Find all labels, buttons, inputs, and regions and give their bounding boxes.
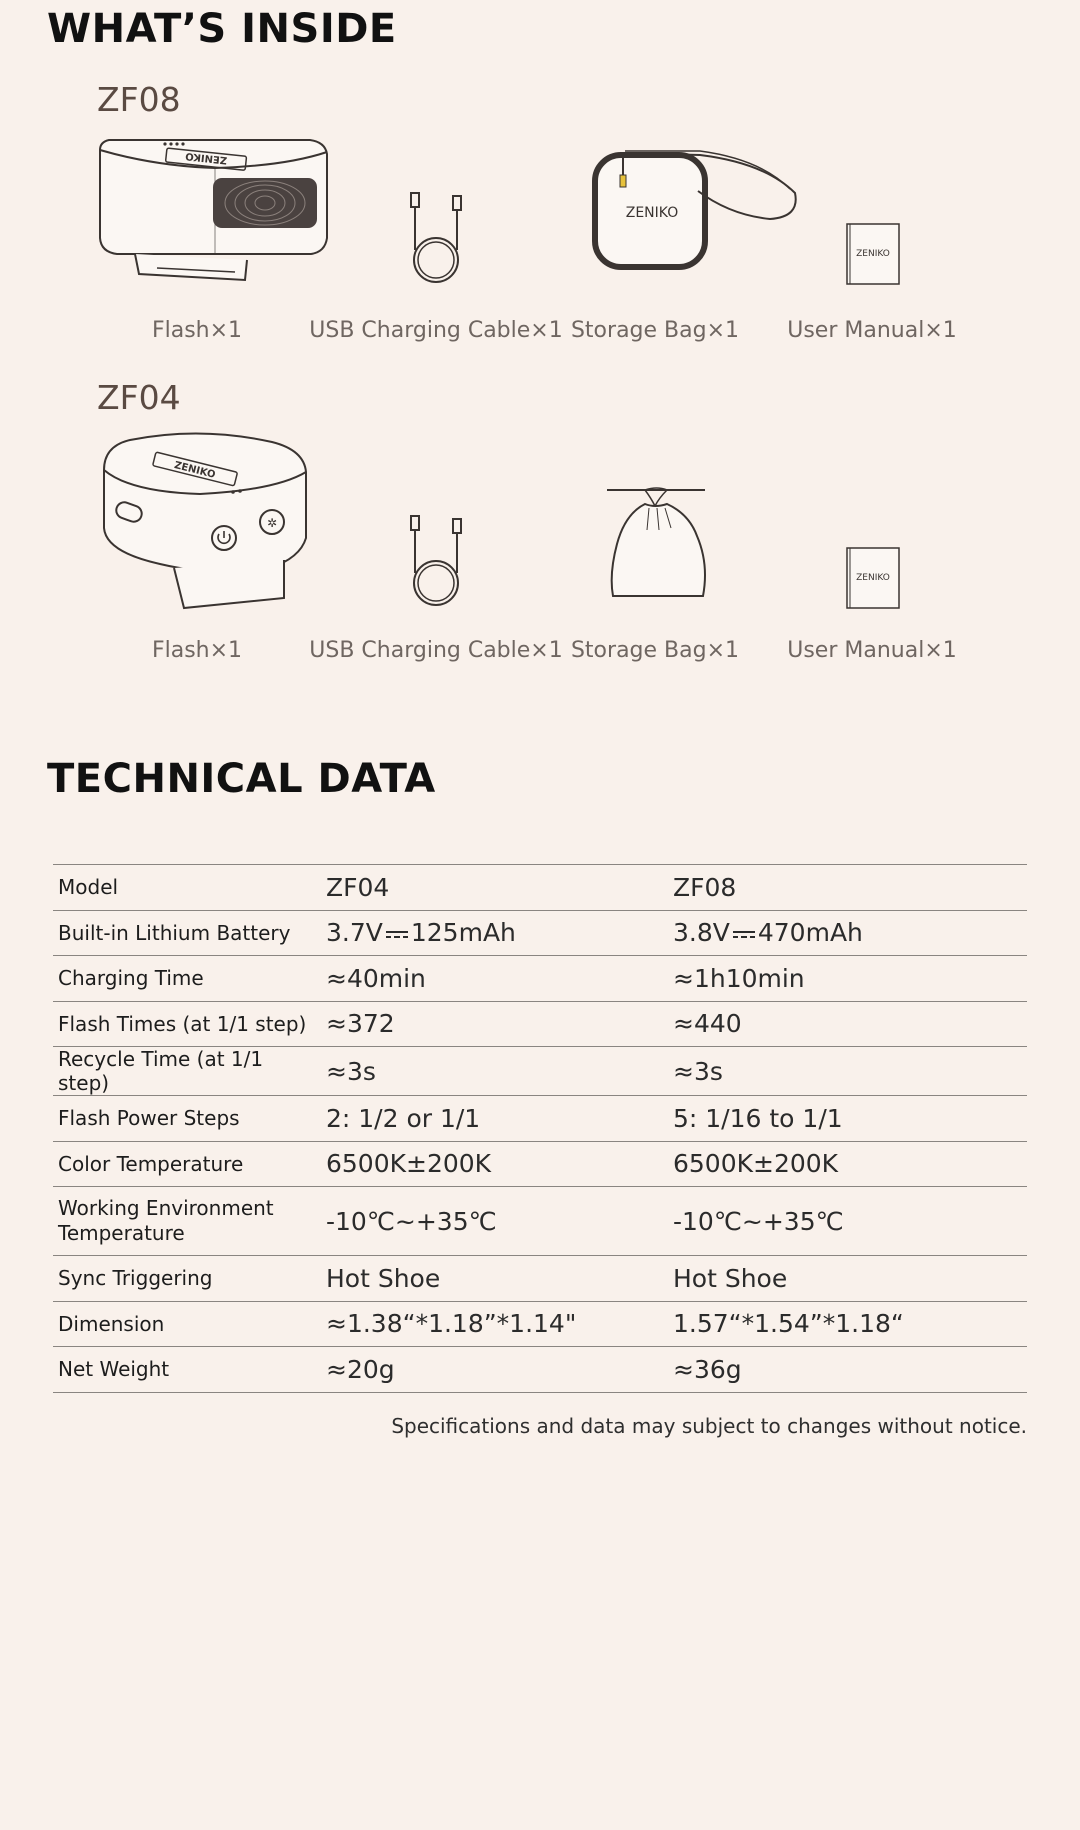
table-row (53, 1187, 1027, 1256)
value-zf04: 2: 1/2 or 1/1 (321, 1096, 668, 1142)
svg-text:✲: ✲ (266, 516, 278, 530)
disclaimer-note: Specifications and data may subject to changes without notice. (391, 1414, 1027, 1438)
value-zf04: ≈372 (321, 1001, 668, 1047)
flash-zf08-icon (95, 128, 335, 293)
model-title-zf08: ZF08 (97, 80, 181, 119)
brand-logo: ZENIKO (856, 573, 890, 583)
table-row (53, 1301, 1027, 1347)
value-zf08: ZF08 (668, 865, 1027, 911)
row-label: Net Weight (53, 1347, 321, 1393)
row-label: Dimension (53, 1301, 321, 1347)
dc-symbol-icon (385, 929, 409, 939)
item-label-manual-zf04: User Manual×1 (787, 638, 957, 663)
table-row (53, 1047, 1027, 1096)
value-zf08: 6500K±200K (668, 1141, 1027, 1187)
value-zf04: ZF04 (321, 865, 668, 911)
flash-zf04-icon (100, 428, 310, 613)
row-label (53, 1187, 321, 1256)
value-zf08: Hot Shoe (668, 1256, 1027, 1302)
brand-logo: ZENIKO (184, 149, 228, 166)
manual-icon (845, 546, 901, 610)
drawstring-bag-icon (605, 484, 715, 604)
dc-symbol-icon (732, 929, 756, 939)
value-zf08: ≈3s (668, 1047, 1027, 1096)
table-row (53, 1256, 1027, 1302)
table-row (53, 1096, 1027, 1142)
row-label: Flash Power Steps (53, 1096, 321, 1142)
value-zf08: ≈36g (668, 1347, 1027, 1393)
item-label-bag-zf08: Storage Bag×1 (570, 318, 740, 343)
value-zf04: -10℃~+35℃ (321, 1187, 668, 1256)
row-label: Sync Triggering (53, 1256, 321, 1302)
brand-logo: ZENIKO (856, 249, 890, 259)
row-label: Model (53, 865, 321, 911)
whats-inside-heading: WHAT’S INSIDE (47, 6, 397, 52)
value-zf04: 6500K±200K (321, 1141, 668, 1187)
row-label: Color Temperature (53, 1141, 321, 1187)
row-label: Flash Times (at 1/1 step) (53, 1001, 321, 1047)
row-label-line: Working Environment (58, 1196, 274, 1220)
item-label-manual-zf08: User Manual×1 (787, 318, 957, 343)
row-label: Recycle Time (at 1/1 step) (53, 1047, 321, 1096)
item-label-flash-zf08: Flash×1 (151, 318, 243, 343)
storage-case-icon (590, 145, 805, 280)
value-zf08: 1.57“*1.54”*1.18“ (668, 1301, 1027, 1347)
item-label-cable-zf04: USB Charging Cable×1 (309, 638, 563, 663)
value-zf08: ≈440 (668, 1001, 1027, 1047)
value-zf04 (321, 910, 668, 956)
value-zf04: ≈1.38“*1.18”*1.14" (321, 1301, 668, 1347)
spec-table (53, 864, 1027, 1393)
row-label: Charging Time (53, 956, 321, 1002)
value-zf08: -10℃~+35℃ (668, 1187, 1027, 1256)
voltage-zf04: 3.7V (326, 918, 383, 948)
brand-logo: ZENIKO (625, 205, 679, 221)
table-row (53, 956, 1027, 1002)
value-zf08: 5: 1/16 to 1/1 (668, 1096, 1027, 1142)
brand-logo: ZENIKO (172, 459, 217, 481)
value-zf04: ≈3s (321, 1047, 668, 1096)
table-row (53, 1347, 1027, 1393)
table-row (53, 910, 1027, 956)
voltage-zf08: 3.8V (673, 918, 730, 948)
manual-icon (845, 222, 901, 286)
value-zf08 (668, 910, 1027, 956)
usb-cable-icon (400, 190, 470, 290)
value-zf04: ≈20g (321, 1347, 668, 1393)
item-label-flash-zf04: Flash×1 (151, 638, 243, 663)
table-row (53, 1141, 1027, 1187)
value-zf04: Hot Shoe (321, 1256, 668, 1302)
item-label-cable-zf08: USB Charging Cable×1 (309, 318, 563, 343)
row-label: Built-in Lithium Battery (53, 910, 321, 956)
table-row (53, 865, 1027, 911)
item-label-bag-zf04: Storage Bag×1 (570, 638, 740, 663)
technical-data-heading: TECHNICAL DATA (47, 756, 436, 802)
capacity-zf08: 470mAh (757, 918, 863, 948)
usb-cable-icon (400, 513, 470, 613)
capacity-zf04: 125mAh (410, 918, 516, 948)
row-label-line: Temperature (58, 1221, 185, 1245)
value-zf04: ≈40min (321, 956, 668, 1002)
model-title-zf04: ZF04 (97, 378, 181, 417)
table-row (53, 1001, 1027, 1047)
value-zf08: ≈1h10min (668, 956, 1027, 1002)
